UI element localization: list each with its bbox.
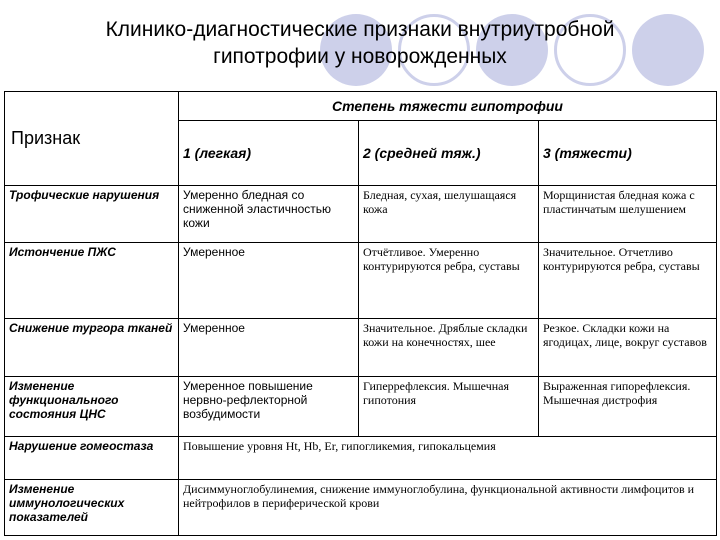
title-line-1: Клинико-диагностические признаки внутриутробной <box>105 18 615 41</box>
cell-degree-3: Морщинистая бледная кожа с пластинчатым шелушением <box>539 186 717 243</box>
row-sign: Изменение функционального состояния ЦНС <box>5 377 179 437</box>
row-sign: Снижение тургора тканей <box>5 319 179 377</box>
cell-degree-1: Умеренно бледная со сниженной эластичностью кожи <box>179 186 359 243</box>
cell-immuno: Дисиммуноглобулинемия, снижение иммуноглобулина, функциональной активности лимфоцитов и нейтрофилов в периферической крови <box>179 480 717 536</box>
row-sign: Нарушение гомеостаза <box>5 437 179 480</box>
cell-degree-1: Умеренное <box>179 243 359 319</box>
row-sign: Истончение ПЖС <box>5 243 179 319</box>
cell-degree-2: Значительное. Дряблые складки кожи на конечностях, шее <box>359 319 539 377</box>
row-sign: Изменение иммунологических показателей <box>5 480 179 536</box>
table-row <box>5 377 717 437</box>
cell-homeostasis: Повышение уровня Ht, Hb, Er, гипогликемия, гипокальцемия <box>179 437 717 480</box>
table-row <box>5 437 717 480</box>
header-degree-3: 3 (тяжести) <box>539 121 717 186</box>
header-severity-group: Степень тяжести гипотрофии <box>179 92 717 121</box>
table-row <box>5 480 717 536</box>
page-title <box>0 16 720 70</box>
header-degree-2: 2 (средней тяж.) <box>359 121 539 186</box>
header-degree-1: 1 (легкая) <box>179 121 359 186</box>
cell-degree-1: Умеренное <box>179 319 359 377</box>
symptoms-table <box>4 91 717 536</box>
table-row <box>5 186 717 243</box>
cell-degree-2: Гиперрефлексия. Мышечная гипотония <box>359 377 539 437</box>
title-line-2: гипотрофии у новорожденных <box>213 45 507 68</box>
cell-degree-1: Умеренное повышение нервно-рефлекторной возбудимости <box>179 377 359 437</box>
row-sign: Трофические нарушения <box>5 186 179 243</box>
header-row-1 <box>5 92 717 121</box>
cell-degree-2: Бледная, сухая, шелушащаяся кожа <box>359 186 539 243</box>
cell-degree-2: Отчётливое. Умеренно контурируются ребра, суставы <box>359 243 539 319</box>
header-sign: Признак <box>5 92 179 186</box>
table-row <box>5 243 717 319</box>
cell-degree-3: Значительное. Отчетливо контурируются ребра, суставы <box>539 243 717 319</box>
table-row <box>5 319 717 377</box>
cell-degree-3: Выраженная гипорефлексия. Мышечная дистрофия <box>539 377 717 437</box>
cell-degree-3: Резкое. Складки кожи на ягодицах, лице, вокруг суставов <box>539 319 717 377</box>
